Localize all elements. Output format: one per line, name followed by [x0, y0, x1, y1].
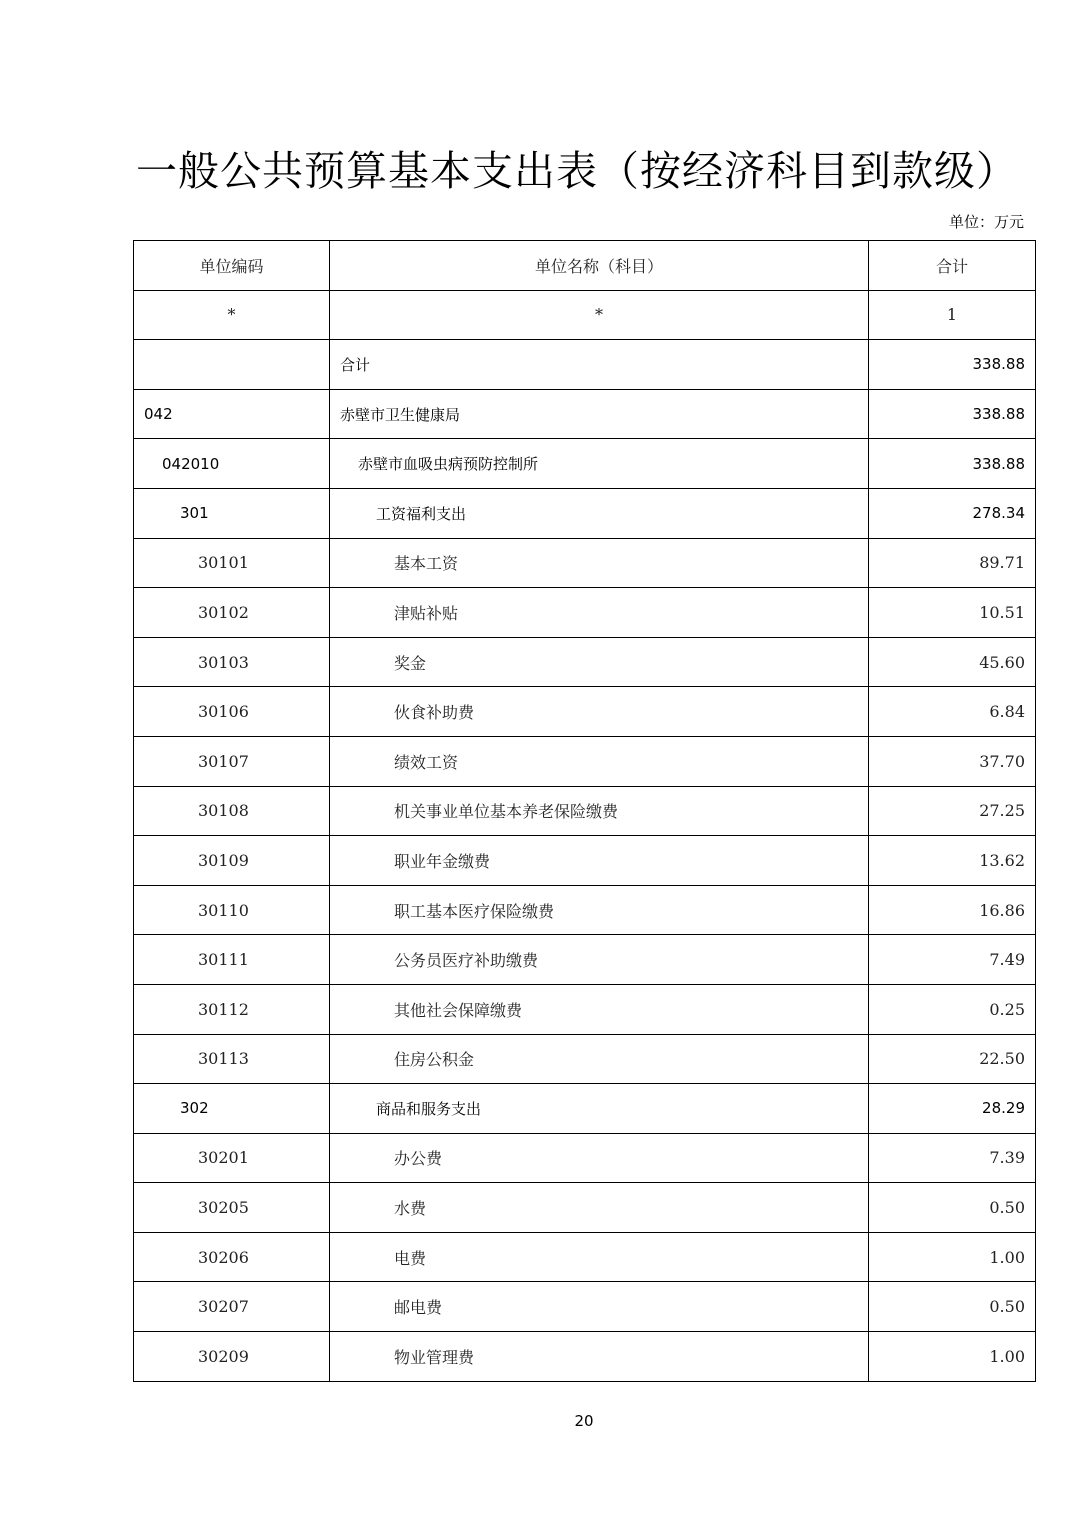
row-code: 30109: [134, 836, 330, 886]
row-code: 30209: [134, 1332, 330, 1382]
row-total: 13.62: [869, 836, 1036, 886]
row-code: 30110: [134, 885, 330, 935]
row-code: [134, 340, 330, 390]
table-row: [134, 687, 1036, 737]
row-code: 30207: [134, 1282, 330, 1332]
row-code: 30108: [134, 786, 330, 836]
page-number: 20: [574, 1412, 594, 1430]
row-code: 30112: [134, 984, 330, 1034]
row-total: 1.00: [869, 1232, 1036, 1282]
table-row: [134, 340, 1036, 390]
row-total: 45.60: [869, 637, 1036, 687]
unit-label: 单位：万元: [948, 213, 1024, 231]
row-name: 办公费: [330, 1133, 869, 1183]
table-row: [134, 1232, 1036, 1282]
row-code: 042: [134, 389, 330, 439]
row-name: 绩效工资: [330, 736, 869, 786]
table-row: [134, 786, 1036, 836]
row-name: 职业年金缴费: [330, 836, 869, 886]
row-name: 公务员医疗补助缴费: [330, 935, 869, 985]
table-index-row: [134, 290, 1036, 340]
row-name: 津贴补贴: [330, 588, 869, 638]
row-code: 30113: [134, 1034, 330, 1084]
row-name: 物业管理费: [330, 1332, 869, 1382]
row-name: 电费: [330, 1232, 869, 1282]
table-row: [134, 389, 1036, 439]
table-row: [134, 935, 1036, 985]
row-name: 赤壁市血吸虫病预防控制所: [330, 439, 869, 489]
budget-table: [133, 240, 1036, 1382]
table-row: [134, 588, 1036, 638]
row-total: 89.71: [869, 538, 1036, 588]
row-total: 338.88: [869, 340, 1036, 390]
row-total: 338.88: [869, 439, 1036, 489]
table-row: [134, 736, 1036, 786]
row-code: 30102: [134, 588, 330, 638]
row-total: 22.50: [869, 1034, 1036, 1084]
row-name: 职工基本医疗保险缴费: [330, 885, 869, 935]
row-code: 30101: [134, 538, 330, 588]
table-row: [134, 885, 1036, 935]
row-total: 6.84: [869, 687, 1036, 737]
table-row: [134, 836, 1036, 886]
row-code: 30205: [134, 1183, 330, 1233]
row-name: 奖金: [330, 637, 869, 687]
index-code: *: [134, 290, 330, 340]
header-total: 合计: [869, 241, 1036, 291]
row-code: 301: [134, 488, 330, 538]
row-code: 302: [134, 1084, 330, 1134]
row-name: 其他社会保障缴费: [330, 984, 869, 1034]
header-code: 单位编码: [134, 241, 330, 291]
row-total: 278.34: [869, 488, 1036, 538]
index-total: 1: [869, 290, 1036, 340]
row-code: 30106: [134, 687, 330, 737]
row-total: 10.51: [869, 588, 1036, 638]
row-total: 0.50: [869, 1282, 1036, 1332]
row-total: 37.70: [869, 736, 1036, 786]
row-code: 30201: [134, 1133, 330, 1183]
row-name: 邮电费: [330, 1282, 869, 1332]
row-total: 338.88: [869, 389, 1036, 439]
table-header-row: [134, 241, 1036, 291]
row-name: 商品和服务支出: [330, 1084, 869, 1134]
row-name: 工资福利支出: [330, 488, 869, 538]
row-total: 27.25: [869, 786, 1036, 836]
row-total: 16.86: [869, 885, 1036, 935]
row-total: 28.29: [869, 1084, 1036, 1134]
row-name: 伙食补助费: [330, 687, 869, 737]
index-name: *: [330, 290, 869, 340]
table-row: [134, 984, 1036, 1034]
row-code: 30111: [134, 935, 330, 985]
table-row: [134, 1133, 1036, 1183]
table-row: [134, 488, 1036, 538]
row-name: 机关事业单位基本养老保险缴费: [330, 786, 869, 836]
table-row: [134, 538, 1036, 588]
table-row: [134, 1084, 1036, 1134]
table-row: [134, 1282, 1036, 1332]
row-name: 赤壁市卫生健康局: [330, 389, 869, 439]
row-total: 0.25: [869, 984, 1036, 1034]
header-name: 单位名称（科目）: [330, 241, 869, 291]
row-total: 7.39: [869, 1133, 1036, 1183]
table-row: [134, 1034, 1036, 1084]
row-code: 30103: [134, 637, 330, 687]
page-title: 一般公共预算基本支出表（按经济科目到款级）: [136, 147, 1018, 195]
row-name: 住房公积金: [330, 1034, 869, 1084]
row-code: 042010: [134, 439, 330, 489]
row-code: 30206: [134, 1232, 330, 1282]
row-name: 基本工资: [330, 538, 869, 588]
table-row: [134, 439, 1036, 489]
row-total: 0.50: [869, 1183, 1036, 1233]
row-total: 7.49: [869, 935, 1036, 985]
table-row: [134, 1183, 1036, 1233]
row-name: 水费: [330, 1183, 869, 1233]
row-name: 合计: [330, 340, 869, 390]
row-code: 30107: [134, 736, 330, 786]
table-row: [134, 637, 1036, 687]
table-row: [134, 1332, 1036, 1382]
row-total: 1.00: [869, 1332, 1036, 1382]
